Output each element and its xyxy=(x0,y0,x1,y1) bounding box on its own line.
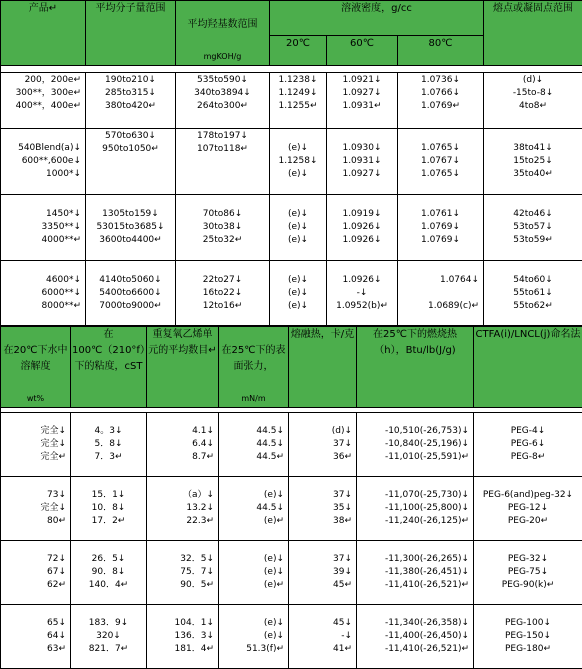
ctfa-cell: PEG-100↓ PEG-150↓ PEG-180↵ xyxy=(474,605,582,669)
product-cell: 200，200e↵ 300**，300e↵ 400**，400e↵ xyxy=(1,73,86,129)
ctfa-cell: PEG-4↓ PEG-6↓ PEG-8↵ xyxy=(474,413,582,477)
combustion-cell: -10,510(-26,753)↓ -10,840(-25,196)↓ -11,010(-25,591)↵ xyxy=(357,413,474,477)
viscosity-cell: 183．9↓ 320↓ 821．7↵ xyxy=(71,605,147,669)
header-tension-label: 在25℃下的表面张力， xyxy=(222,345,286,372)
solubility-cell: 完全↓ 完全↓ 完全↵ xyxy=(1,413,71,477)
d20-cell: (e)↓ (e)↓ (e)↓ xyxy=(270,195,327,261)
units-cell: 104．1↓ 136．3↓ 181．4↵ xyxy=(147,605,219,669)
oh-cell: 70to86↓ 30to38↓ 25to32↵ xyxy=(176,195,270,261)
header-mw-range: 平均分子量范围 xyxy=(86,1,176,66)
mp-cell: 38to41↓ 15to25↓ 35to40↵ xyxy=(484,129,582,195)
table2-group-3 xyxy=(1,541,582,605)
mp-cell: 54to60↓ 55to61↓ 55to62↵ xyxy=(484,261,582,326)
combustion-cell: -11,070(-25,730)↓ -11,100(-25,800)↓ -11,240(-26,125)↵ xyxy=(357,477,474,541)
mp-cell: (d)↓ -15to-8↓ 4to8↵ xyxy=(484,73,582,129)
header-d80: 80℃ xyxy=(398,36,484,66)
oh-cell: 178to197↓ 107to118↵ xyxy=(176,129,270,195)
d20-cell: 1.1238↓ 1.1249↓ 1.1255↵ xyxy=(270,73,327,129)
tension-cell: 44.5↓ 44.5↓ 44.5↵ xyxy=(219,413,289,477)
header-hydroxyl-label: 平均羟基数范围 xyxy=(188,19,258,30)
oh-cell: 535to590↓ 340to3894↓ 264to300↵ xyxy=(176,73,270,129)
d60-cell: 1.0930↓ 1.0931↓ 1.0927↓ xyxy=(327,129,398,195)
d80-cell: 1.0765↓ 1.0767↓ 1.0765↓ xyxy=(398,129,484,195)
heat-cell: (d)↓ 37↓ 36↵ xyxy=(289,413,357,477)
d80-cell: 1.0761↓ 1.0769↓ 1.0769↓ xyxy=(398,195,484,261)
combustion-cell: -11,340(-26,358)↓ -11,400(-26,450)↓ -11,410(-26,521)↵ xyxy=(357,605,474,669)
header-solubility xyxy=(1,327,71,408)
mw-cell: 570to630↓ 950to1050↵ xyxy=(86,129,176,195)
table1-group-4 xyxy=(1,261,582,326)
heat-cell: 45↓ -↓ 41↵ xyxy=(289,605,357,669)
viscosity-cell: 26．5↓ 90．8↓ 140．4↵ xyxy=(71,541,147,605)
mw-cell: 1305to159↓ 53015to3685↓ 3600to4400↵ xyxy=(86,195,176,261)
product-cell: 4600*↓ 6000**↓ 8000**↵ xyxy=(1,261,86,326)
table2-group-4 xyxy=(1,605,582,669)
header-d20: 20℃ xyxy=(270,36,327,66)
solubility-cell: 72↓ 67↓ 62↵ xyxy=(1,541,71,605)
header-density: 溶液密度，g/cc xyxy=(270,1,484,36)
product-cell: 540Blend(a)↓ 600**,600e↓ 1000*↓ xyxy=(1,129,86,195)
oh-cell: 22to27↓ 16to22↓ 12to16↵ xyxy=(176,261,270,326)
d80-cell: 1.0736↓ 1.0766↓ 1.0769↵ xyxy=(398,73,484,129)
combustion-cell: -11,300(-26,265)↓ -11,380(-26,451)↓ -11,410(-26,521)↵ xyxy=(357,541,474,605)
table2-group-2 xyxy=(1,477,582,541)
d60-cell: 1.0921↓ 1.0927↓ 1.0931↵ xyxy=(327,73,398,129)
header-melting: 熔点或凝固点范围 xyxy=(484,1,582,66)
header-tension xyxy=(219,327,289,408)
tension-cell: (e)↓ (e)↓ 51.3(f)↵ xyxy=(219,605,289,669)
units-cell: 32．5↓ 75．7↓ 90．5↵ xyxy=(147,541,219,605)
d20-cell: (e)↓ 1.1258↓ (e)↓ xyxy=(270,129,327,195)
header-hydroxyl-unit: mgKOH/g xyxy=(204,52,242,61)
table1-group-1 xyxy=(1,73,582,129)
ctfa-cell: PEG-6(and)peg-32↓ PEG-12↓ PEG-20↵ xyxy=(474,477,582,541)
heat-cell: 37↓ 39↓ 45↵ xyxy=(289,541,357,605)
d60-cell: 1.0926↓ -↓ 1.0952(b)↵ xyxy=(327,261,398,326)
tension-cell: (e)↓ 44.5↓ (e)↵ xyxy=(219,477,289,541)
table1-group-3 xyxy=(1,195,582,261)
header-heat: 熔融热，卡/克 xyxy=(289,327,357,408)
header-combustion: 在25℃下的燃烧热（h），Btu/lb(J/g) xyxy=(357,327,474,408)
ctfa-cell: PEG-32↓ PEG-75↓ PEG-90(k)↵ xyxy=(474,541,582,605)
d60-cell: 1.0919↓ 1.0926↓ 1.0926↓ xyxy=(327,195,398,261)
viscosity-cell: 4。3↓ 5．8↓ 7．3↵ xyxy=(71,413,147,477)
d80-cell: 1.0764↓ 1.0689(c)↵ xyxy=(398,261,484,326)
tension-cell: (e)↓ (e)↓ (e)↵ xyxy=(219,541,289,605)
header-tension-unit: mN/m xyxy=(241,394,265,403)
header-avg-units: 重复氧乙烯单元的平均数目↵ xyxy=(147,327,219,408)
d20-cell: (e)↓ (e)↓ (e)↓ xyxy=(270,261,327,326)
table2-group-1 xyxy=(1,413,582,477)
table1-group-2 xyxy=(1,129,582,195)
units-cell: 4.1↓ 6.4↓ 8.7↵ xyxy=(147,413,219,477)
mp-cell: 42to46↓ 53to57↓ 53to59↵ xyxy=(484,195,582,261)
units-cell: （a）↓ 13.2↓ 22.3↵ xyxy=(147,477,219,541)
header-product: 产品↵ xyxy=(1,1,86,66)
properties-table-2 xyxy=(0,326,582,669)
mw-cell: 190to210↓ 285to315↓ 380to420↵ xyxy=(86,73,176,129)
heat-cell: 37↓ 35↓ 38↵ xyxy=(289,477,357,541)
header-viscosity: 在100℃（210°f）下的粘度，cST xyxy=(71,327,147,408)
properties-table-1 xyxy=(0,0,582,326)
header-solubility-label: 在20℃下水中溶解度 xyxy=(4,345,68,372)
solubility-cell: 73↓ 完全↓ 80↵ xyxy=(1,477,71,541)
header-d60: 60℃ xyxy=(327,36,398,66)
product-cell: 1450*↓ 3350**↓ 4000**↵ xyxy=(1,195,86,261)
header-hydroxyl xyxy=(176,1,270,66)
header-ctfa: CTFA(i)/LNCL(j)命名法 xyxy=(474,327,582,408)
mw-cell: 4140to5060↓ 5400to6600↓ 7000to9000↵ xyxy=(86,261,176,326)
header-solubility-unit: wt% xyxy=(27,394,44,403)
viscosity-cell: 15．1↓ 10．8↓ 17．2↵ xyxy=(71,477,147,541)
solubility-cell: 65↓ 64↓ 63↵ xyxy=(1,605,71,669)
